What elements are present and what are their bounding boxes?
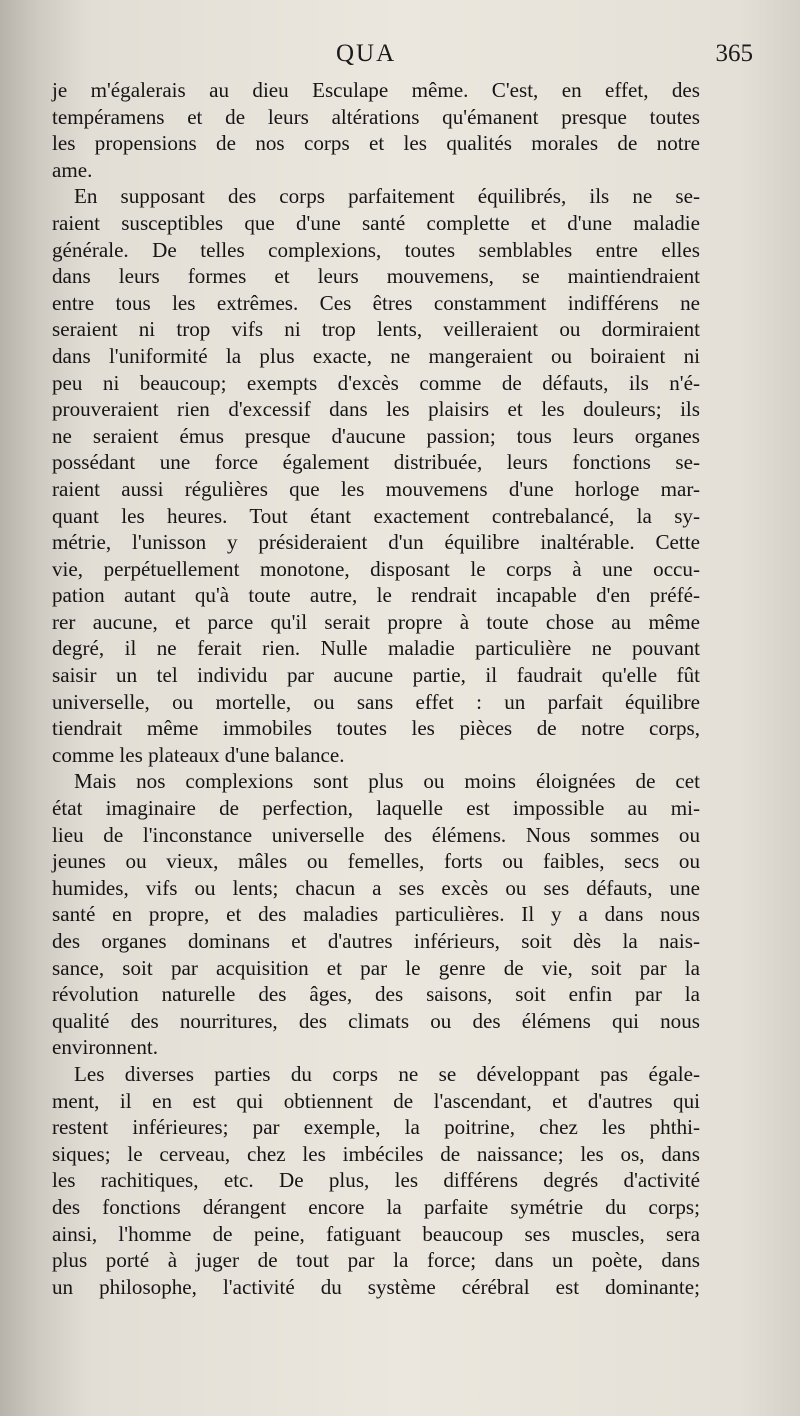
text-line: ainsi, l'homme de peine, fatiguant beaucoup ses muscles, sera <box>52 1221 700 1246</box>
text-line: pation autant qu'à toute autre, le rendrait incapable d'en préfé- <box>52 583 700 608</box>
text-line: universelle, ou mortelle, ou sans effet : un parfait équilibre <box>52 689 700 714</box>
text-line: Mais nos complexions sont plus ou moins éloignées de cet <box>74 769 700 794</box>
text-line: qualité des nourritures, des climats ou des élémens qui nous <box>52 1008 700 1033</box>
text-line: peu ni beaucoup; exempts d'excès comme de défauts, ils n'é- <box>52 370 700 395</box>
running-header <box>52 40 753 80</box>
text-line: tempéramens et de leurs altérations qu'émanent presque toutes <box>52 104 700 129</box>
text-line: entre tous les extrêmes. Ces êtres constamment indifférens ne <box>52 290 700 315</box>
text-line: ne seraient émus presque d'aucune passion; tous leurs organes <box>52 423 700 448</box>
text-line: un philosophe, l'activité du système cérébral est dominante; <box>52 1274 700 1299</box>
text-line: dans l'uniformité la plus exacte, ne mangeraient ou boiraient ni <box>52 343 700 368</box>
page-number: 365 <box>715 40 753 67</box>
running-title: QUA <box>336 40 397 67</box>
text-line: des fonctions dérangent encore la parfaite symétrie du corps; <box>52 1194 700 1219</box>
text-line: révolution naturelle des âges, des saisons, soit enfin par la <box>52 982 700 1007</box>
text-line: lieu de l'inconstance universelle des élémens. Nous sommes ou <box>52 822 700 847</box>
text-line: sance, soit par acquisition et par le genre de vie, soit par la <box>52 955 700 980</box>
text-line: ame. <box>52 157 93 182</box>
text-line: humides, vifs ou lents; chacun a ses excès ou ses défauts, une <box>52 875 700 900</box>
text-line: Les diverses parties du corps ne se développant pas égale- <box>74 1061 700 1086</box>
paragraph <box>52 768 700 1061</box>
text-line: En supposant des corps parfaitement équilibrés, ils ne se- <box>74 184 700 209</box>
text-line: des organes dominans et d'autres inférieurs, soit dès la nais- <box>52 929 700 953</box>
text-line: tiendrait même immobiles toutes les pièces de notre corps, <box>52 716 700 741</box>
paragraph <box>52 77 700 183</box>
text-line: métrie, l'unisson y présideraient d'un équilibre inaltérable. Cette <box>52 530 700 555</box>
text-line: dans leurs formes et leurs mouvemens, se maintiendraient <box>52 264 700 289</box>
text-line: plus porté à juger de tout par la force; dans un poète, dans <box>52 1248 700 1273</box>
text-line: degré, il ne ferait rien. Nulle maladie particulière ne pouvant <box>52 636 700 661</box>
text-line: raient aussi régulières que les mouvemens d'une horloge mar- <box>52 476 700 501</box>
text-line: raient susceptibles que d'une santé complette et d'une maladie <box>52 210 700 235</box>
text-line: ment, il en est qui obtiennent de l'ascendant, et d'autres qui <box>52 1088 700 1113</box>
text-line: rer aucune, et parce qu'il serait propre à toute chose au même <box>52 609 700 634</box>
body-text <box>52 77 700 1300</box>
text-line: restent inférieures; par exemple, la poitrine, chez les phthi- <box>52 1115 700 1140</box>
text-line: prouveraient rien d'excessif dans les plaisirs et les douleurs; ils <box>52 397 700 422</box>
text-line: seraient ni trop vifs ni trop lents, veilleraient ou dormiraient <box>52 317 700 342</box>
text-line: les rachitiques, etc. De plus, les différens degrés d'activité <box>52 1168 700 1193</box>
text-line: possédant une force également distribuée, leurs fonctions se- <box>52 450 700 475</box>
text-line: vie, perpétuellement monotone, disposant le corps à une occu- <box>52 556 700 581</box>
text-line: quant les heures. Tout étant exactement contrebalancé, la sy- <box>52 503 700 528</box>
paragraph <box>52 183 700 768</box>
text-line: environnent. <box>52 1035 159 1060</box>
text-line: saisir un tel individu par aucune partie, il faudrait qu'elle fût <box>52 663 700 688</box>
text-line: les propensions de nos corps et les qualités morales de notre <box>52 131 700 156</box>
text-line: santé en propre, et des maladies particulières. Il y a dans nous <box>52 902 700 927</box>
text-line: je m'égalerais au dieu Esculape même. C'est, en effet, des <box>52 78 700 102</box>
text-line: état imaginaire de perfection, laquelle est impossible au mi- <box>52 796 700 821</box>
text-line: siques; le cerveau, chez les imbéciles de naissance; les os, dans <box>52 1141 700 1166</box>
text-line: générale. De telles complexions, toutes semblables entre elles <box>52 237 700 262</box>
text-line: jeunes ou vieux, mâles ou femelles, forts ou faibles, secs ou <box>52 849 700 874</box>
text-line: comme les plateaux d'une balance. <box>52 742 345 767</box>
paragraph <box>52 1061 700 1300</box>
